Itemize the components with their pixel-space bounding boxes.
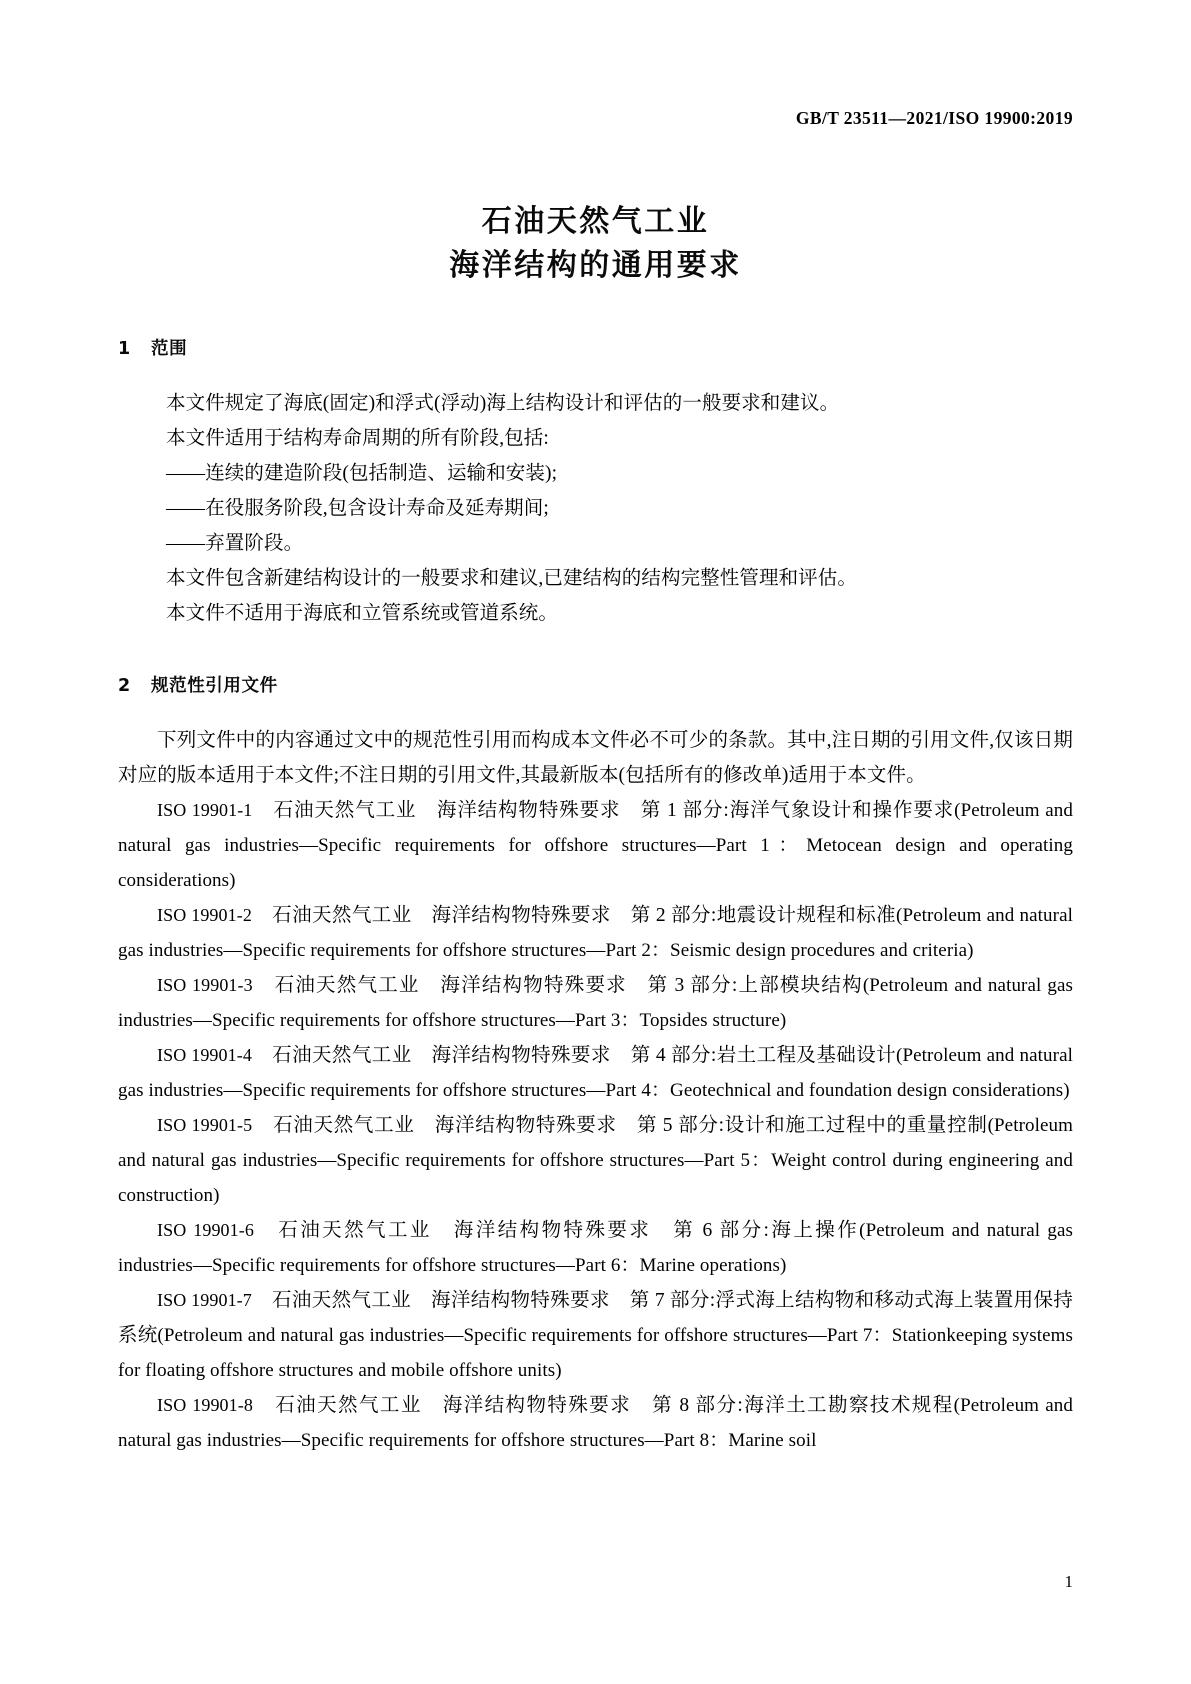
reference-code: ISO 19901-8 (157, 1395, 253, 1415)
normative-reference-entry (118, 1213, 1073, 1283)
document-title (0, 200, 1191, 288)
clause-1-paragraph-4: 本文件不适用于海底和立管系统或管道系统。 (166, 603, 559, 624)
reference-title-cn: 石油天然气工业 海洋结构物特殊要求 第 8 部分:海洋土工勘察技术规程 (275, 1395, 954, 1416)
clause-heading-2 (118, 673, 1073, 699)
clause-1-paragraph-2: 本文件适用于结构寿命周期的所有阶段,包括: (166, 428, 549, 449)
clause-1-body (118, 386, 1073, 631)
normative-reference-entry (118, 898, 1073, 968)
reference-title-cn: 石油天然气工业 海洋结构物特殊要求 第 1 部分:海洋气象设计和操作要求 (273, 800, 955, 821)
reference-title-cn: 石油天然气工业 海洋结构物特殊要求 第 3 部分:上部模块结构 (274, 975, 863, 996)
reference-title-en: (Petroleum and natural gas industries—Specific requirements for offshore structures—Part 6：Marine operations) (118, 1220, 1073, 1276)
normative-reference-entry (118, 793, 1073, 898)
reference-title-cn: 石油天然气工业 海洋结构物特殊要求 第 5 部分:设计和施工过程中的重量控制 (273, 1115, 988, 1136)
reference-title-en: (Petroleum and natural gas industries—Specific requirements for offshore structures—Part 2：Seismic design procedures and criteria) (118, 905, 1073, 961)
reference-title-cn: 石油天然气工业 海洋结构物特殊要求 第 7 部分:浮式海上结构物和移动式海上装置用保持系统 (118, 1290, 1073, 1346)
reference-title-en: (Petroleum and natural gas industries—Specific requirements for offshore structures—Part 4：Geotechnical and foundation design considerations) (118, 1045, 1073, 1101)
clause-title-2: 规范性引用文件 (151, 676, 278, 696)
reference-code: ISO 19901-4 (157, 1045, 252, 1065)
reference-title-en: (Petroleum and natural gas industries—Specific requirements for offshore structures—Part 3：Topsides structure) (118, 975, 1073, 1031)
normative-reference-entry (118, 1108, 1073, 1213)
normative-reference-entry (118, 1283, 1073, 1388)
clause-1-dash-item-3: ——弃置阶段。 (166, 533, 304, 554)
reference-code: ISO 19901-7 (157, 1290, 252, 1310)
normative-reference-entry (118, 1038, 1073, 1108)
reference-title-cn: 石油天然气工业 海洋结构物特殊要求 第 2 部分:地震设计规程和标准 (272, 905, 897, 926)
reference-code: ISO 19901-3 (157, 975, 253, 995)
page-number: 1 (1064, 1572, 1073, 1591)
reference-title-en: (Petroleum and natural gas industries—Specific requirements for offshore structures—Part 7：Stationkeeping systems for floating offshore structures and mobile offshore units) (118, 1325, 1073, 1381)
normative-reference-entry (118, 1388, 1073, 1458)
clause-1-paragraph-3: 本文件包含新建结构设计的一般要求和建议,已建结构的结构完整性管理和评估。 (166, 568, 857, 589)
reference-code: ISO 19901-1 (157, 800, 253, 820)
reference-title-cn: 石油天然气工业 海洋结构物特殊要求 第 6 部分:海上操作 (278, 1220, 860, 1241)
document-body (118, 336, 1073, 1458)
clause-2-body (118, 723, 1073, 1458)
clause-heading-1 (118, 336, 1073, 362)
normative-reference-entry (118, 968, 1073, 1038)
reference-code: ISO 19901-6 (157, 1220, 254, 1240)
clause-number-1: 1 (118, 339, 131, 359)
reference-title-cn: 石油天然气工业 海洋结构物特殊要求 第 4 部分:岩土工程及基础设计 (272, 1045, 897, 1066)
reference-title-en: (Petroleum and natural gas industries—Specific requirements for offshore structures—Part 5：Weight control during engineering and construction) (118, 1115, 1073, 1206)
reference-title-en: (Petroleum and natural gas industries—Specific requirements for offshore structures—Part 8：Marine soil (118, 1395, 1073, 1451)
document-title-line-1: 石油天然气工业 (481, 204, 710, 239)
clause-title-1: 范围 (151, 339, 188, 359)
clause-1-dash-item-2: ——在役服务阶段,包含设计寿命及延寿期间; (166, 498, 549, 519)
clause-1-paragraph-1: 本文件规定了海底(固定)和浮式(浮动)海上结构设计和评估的一般要求和建议。 (166, 393, 840, 414)
clause-number-2: 2 (118, 676, 131, 696)
clause-1-dash-item-1: ——连续的建造阶段(包括制造、运输和安装); (166, 463, 558, 484)
running-header-standard-number: GB/T 23511—2021/ISO 19900:2019 (795, 108, 1073, 128)
clause-2-intro-paragraph: 下列文件中的内容通过文中的规范性引用而构成本文件必不可少的条款。其中,注日期的引用文件,仅该日期对应的版本适用于本文件;不注日期的引用文件,其最新版本(包括所有的修改单)适用于本文件。 (118, 730, 1073, 786)
document-title-line-2: 海洋结构的通用要求 (449, 248, 742, 283)
reference-title-en: (Petroleum and natural gas industries—Specific requirements for offshore structures—Part 1：Metocean design and operating considerations) (118, 800, 1073, 891)
reference-code: ISO 19901-5 (157, 1115, 253, 1135)
reference-code: ISO 19901-2 (157, 905, 252, 925)
